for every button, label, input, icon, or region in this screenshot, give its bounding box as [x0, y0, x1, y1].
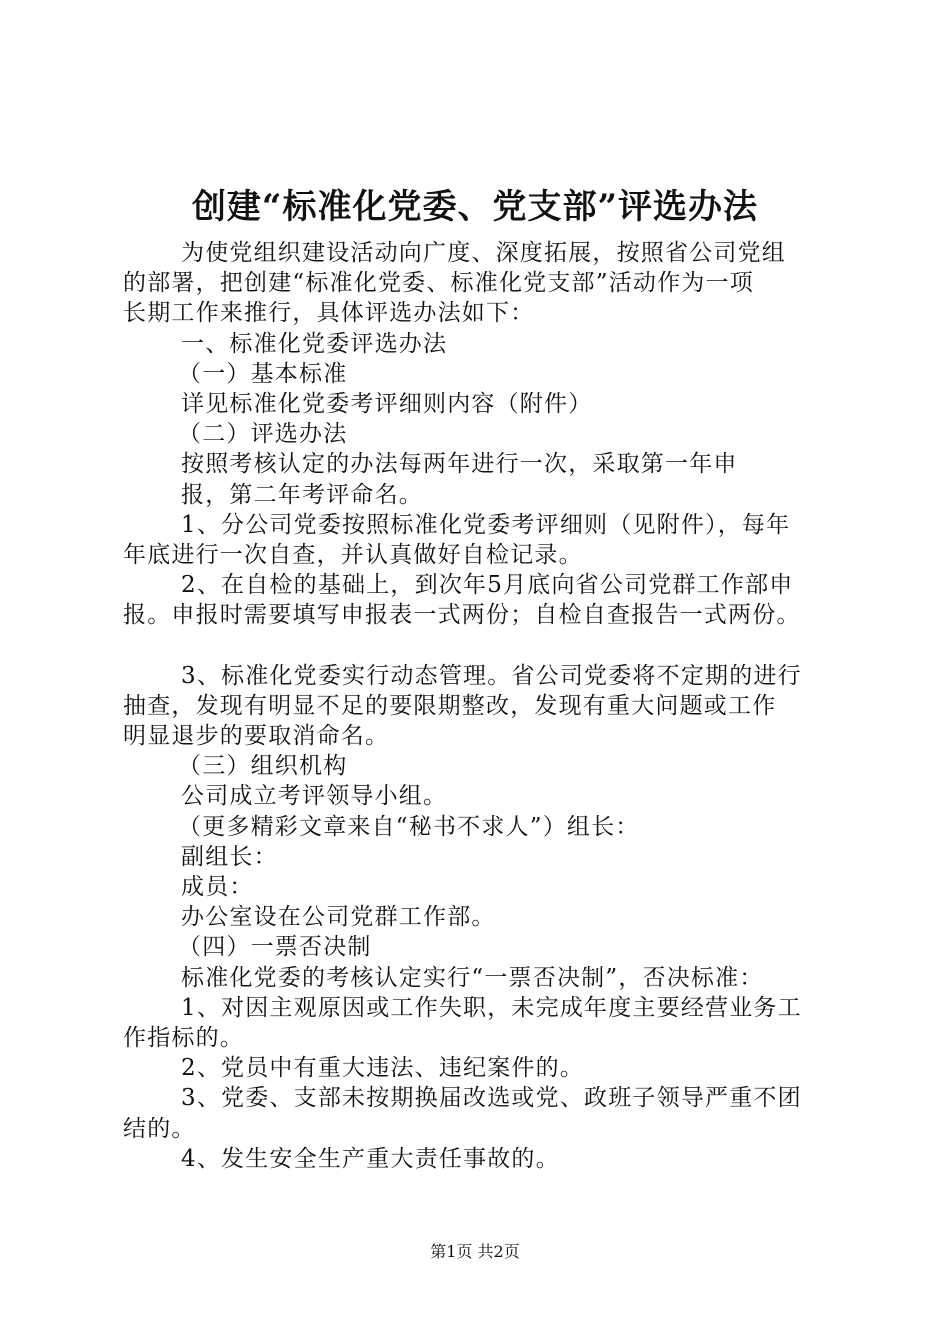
page-footer: 第1页 共2页: [430, 1242, 520, 1261]
subsection-heading: （二）评选办法: [178, 421, 348, 448]
paragraph-line: （更多精彩文章来自“秘书不求人”）组长：: [178, 813, 640, 840]
paragraph-line: 年底进行一次自查，并认真做好自检记录。: [123, 542, 583, 569]
document-body: [123, 238, 835, 1174]
paragraph-line: 抽查，发现有明显不足的要限期整改，发现有重大问题或工作: [123, 692, 777, 719]
section-heading: 一、标准化党委评选办法: [181, 330, 448, 357]
paragraph-line: 成员：: [181, 874, 254, 901]
paragraph-line: 公司成立考评领导小组。: [181, 783, 448, 810]
paragraph-line: 3、标准化党委实行动态管理。省公司党委将不定期的进行: [181, 662, 802, 689]
paragraph-line: 办公室设在公司党群工作部。: [181, 904, 496, 931]
paragraph-line: 副组长：: [181, 843, 278, 870]
paragraph-line: 作指标的。: [123, 1025, 244, 1052]
paragraph-line: 长期工作来推行，具体评选办法如下：: [123, 300, 535, 327]
subsection-heading: （三）组织机构: [178, 753, 348, 780]
blank-line: [123, 631, 835, 661]
subsection-heading: （一）基本标准: [178, 360, 348, 387]
paragraph-line: 详见标准化党委考评细则内容（附件）: [181, 391, 593, 418]
paragraph-line: 2、党员中有重大违法、违纪案件的。: [181, 1055, 585, 1082]
paragraph-line: 结的。: [123, 1115, 196, 1142]
paragraph-line: 报。申报时需要填写申报表一式两份；自检自查报告一式两份。: [123, 602, 801, 629]
paragraph-line: 标准化党委的考核认定实行“一票否决制”，否决标准：: [181, 964, 764, 991]
paragraph-line: 按照考核认定的办法每两年进行一次，采取第一年申: [181, 451, 738, 478]
paragraph-line: 报，第二年考评命名。: [181, 481, 423, 508]
subsection-heading: （四）一票否决制: [178, 934, 372, 961]
paragraph-line: 3、党委、支部未按期换届改选或党、政班子领导严重不团: [181, 1085, 802, 1112]
paragraph-line: 的部署，把创建“标准化党委、标准化党支部”活动作为一项: [123, 270, 754, 297]
paragraph-line: 2、在自检的基础上，到次年5月底向省公司党群工作部申: [181, 572, 794, 599]
paragraph-line: 1、对因主观原因或工作失职，未完成年度主要经营业务工: [181, 994, 802, 1021]
paragraph-line: 4、发生安全生产重大责任事故的。: [181, 1145, 560, 1172]
paragraph-line: 1、分公司党委按照标准化党委考评细则（见附件），每年: [181, 511, 791, 538]
paragraph-line: 明显退步的要取消命名。: [123, 723, 390, 750]
paragraph-line: 为使党组织建设活动向广度、深度拓展，按照省公司党组: [181, 240, 786, 266]
document-title: 创建“标准化党委、党支部”评选办法: [191, 187, 759, 227]
